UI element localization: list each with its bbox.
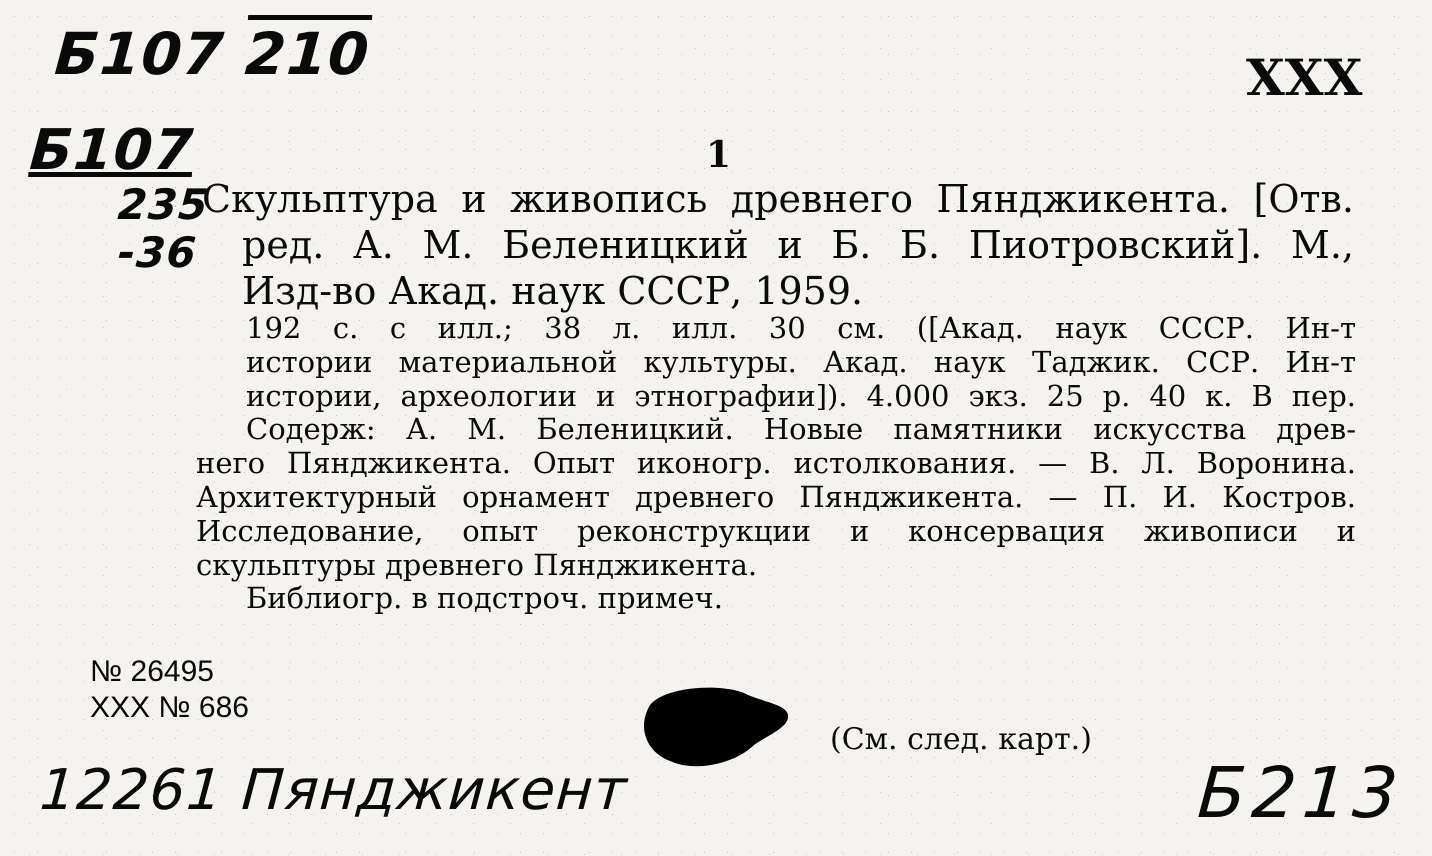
title-block	[202, 176, 1354, 314]
see-next-card: (См. след. карт.)	[830, 722, 1092, 757]
contents-line: скульптуры древнего Пянджикента.	[196, 547, 758, 582]
section-code: XXX	[1246, 48, 1363, 107]
inventory-numbers	[90, 654, 249, 726]
section-inventory-number: XXX № 686	[90, 691, 249, 724]
contents-line: Исследование, опыт реконструкции и консервация живописи и	[196, 513, 1356, 548]
punch-hole	[636, 683, 796, 771]
handwritten-note-bottom-right: Б213	[1195, 752, 1407, 834]
handwritten-call-number-top	[53, 20, 372, 88]
title-line: Скульптура и живопись древнего Пянджикента. [Отв.	[202, 177, 1354, 221]
inventory-number: № 26495	[90, 655, 214, 688]
handwritten-note-bottom-left: 12261 Пянджикент	[37, 758, 630, 823]
handwritten-call-suffix: 210	[243, 20, 372, 88]
handwritten-call-prefix: Б107	[52, 20, 227, 88]
contents-line: Содерж: А. М. Беленицкий. Новые памятники искусства древ-	[246, 412, 1356, 447]
card-number: 1	[706, 134, 732, 176]
contents-line: него Пянджикента. Опыт иконогр. истолкования. — В. Л. Воронина.	[196, 446, 1356, 481]
handwritten-page-range-1: 235	[116, 180, 211, 229]
collation-line: истории, археологии и этнографии]). 4.000 экз. 25 р. 40 к. В пер.	[246, 378, 1356, 413]
bibliography-note: Библиогр. в подстроч. примеч.	[246, 581, 723, 616]
handwritten-page-range-2: -36	[116, 228, 199, 277]
collation-line: 192 с. с илл.; 38 л. илл. 30 см. ([Акад. наук СССР. Ин-т	[246, 311, 1356, 345]
collation-line: истории материальной культуры. Акад. наук Таджик. ССР. Ин-т	[246, 344, 1356, 379]
contents-line: Архитектурный орнамент древнего Пянджикента. — П. И. Костров.	[196, 479, 1356, 514]
title-line: ред. А. М. Беленицкий и Б. Б. Пиотровский]. М.,	[242, 223, 1354, 267]
description-block	[196, 312, 1356, 616]
title-line: Изд-во Акад. наук СССР, 1959.	[242, 269, 864, 313]
handwritten-call-number-left: Б107	[27, 118, 196, 183]
